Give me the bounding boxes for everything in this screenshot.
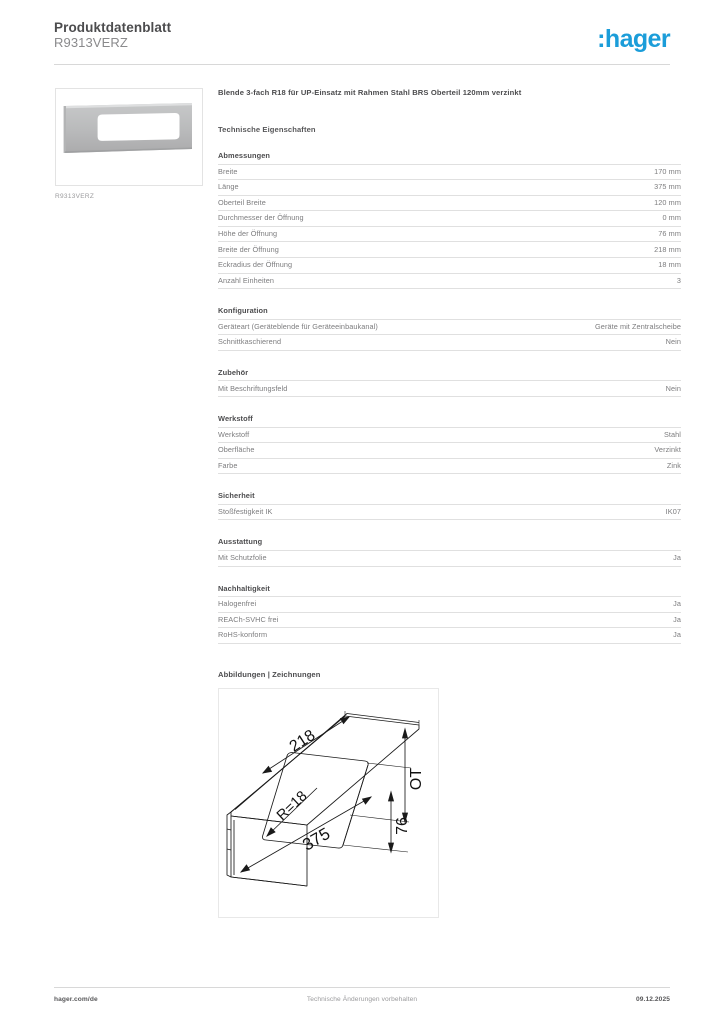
spec-label: Anzahl Einheiten bbox=[218, 275, 275, 285]
section-title: Sicherheit bbox=[218, 491, 255, 501]
table-row bbox=[218, 628, 681, 644]
spec-label: Eckradius der Öffnung bbox=[218, 260, 293, 270]
spec-label: Länge bbox=[218, 182, 239, 192]
spec-value: 170 mm bbox=[654, 166, 681, 176]
spec-label: Breite bbox=[218, 166, 238, 176]
section-title: Abmessungen bbox=[218, 151, 271, 160]
hager-logo bbox=[597, 26, 670, 52]
spec-section bbox=[218, 537, 681, 566]
spec-value: Nein bbox=[665, 383, 681, 393]
section-title: Ausstattung bbox=[218, 537, 263, 547]
spec-section bbox=[218, 491, 681, 520]
product-reference: R9313VERZ bbox=[54, 35, 128, 50]
spec-value: 76 mm bbox=[658, 228, 681, 238]
spec-value: 375 mm bbox=[654, 182, 681, 192]
section-title: Konfiguration bbox=[218, 306, 268, 316]
spec-section bbox=[218, 414, 681, 474]
spec-label: Stoßfestigkeit IK bbox=[218, 506, 273, 516]
spec-value: Geräte mit Zentralscheibe bbox=[595, 321, 681, 331]
spec-label: Farbe bbox=[218, 460, 238, 470]
footer-website-link[interactable]: hager.com/de bbox=[54, 996, 98, 1003]
section-title: Zubehör bbox=[218, 367, 249, 377]
spec-label: Halogenfrei bbox=[218, 599, 257, 609]
table-row bbox=[218, 381, 681, 397]
spec-table bbox=[218, 504, 681, 521]
spec-value: Ja bbox=[673, 553, 681, 562]
product-figure bbox=[55, 88, 203, 200]
product-plate-image bbox=[63, 102, 194, 156]
table-row bbox=[218, 597, 681, 613]
spec-table bbox=[218, 319, 681, 351]
spec-label: Höhe der Öffnung bbox=[218, 228, 278, 238]
spec-value: Nein bbox=[665, 337, 681, 347]
spec-value: 0 mm bbox=[662, 213, 681, 223]
table-row bbox=[218, 427, 681, 443]
table-row bbox=[218, 242, 681, 258]
dimension-opening-height: 76 bbox=[394, 816, 411, 835]
table-row bbox=[218, 211, 681, 227]
product-description: Blende 3-fach R18 für UP-Einsatz mit Rahmen Stahl BRS Oberteil 120mm verzinkt bbox=[218, 88, 522, 97]
table-row bbox=[218, 319, 681, 335]
table-row bbox=[218, 164, 681, 180]
spec-value: Ja bbox=[673, 630, 681, 640]
dimension-opening-width: 218 bbox=[286, 726, 319, 756]
spec-label: REACh-SVHC frei bbox=[218, 614, 279, 624]
spec-value: 18 mm bbox=[658, 260, 681, 270]
spec-table bbox=[218, 380, 681, 397]
spec-value: Verzinkt bbox=[654, 445, 681, 455]
spec-table bbox=[218, 164, 681, 290]
product-image-frame bbox=[55, 88, 203, 186]
table-row bbox=[218, 612, 681, 628]
dimension-top-part: OT bbox=[408, 767, 425, 790]
logo-text: hager bbox=[604, 25, 670, 53]
spec-value: IK07 bbox=[665, 506, 681, 516]
spec-label: Geräteart (Geräteblende für Geräteeinbaukanal) bbox=[218, 321, 378, 331]
page-title: Produktdatenblatt bbox=[54, 20, 172, 35]
section-title: Werkstoff bbox=[218, 414, 253, 424]
table-row bbox=[218, 226, 681, 242]
spec-label: Durchmesser der Öffnung bbox=[218, 213, 304, 223]
table-row bbox=[218, 458, 681, 474]
page-footer bbox=[54, 996, 670, 1010]
spec-label: Mit Schutzfolie bbox=[218, 553, 267, 562]
spec-sections bbox=[218, 151, 681, 644]
header-divider bbox=[54, 64, 670, 65]
spec-section bbox=[218, 151, 681, 289]
footer-disclaimer: Technische Änderungen vorbehalten bbox=[306, 996, 418, 1003]
table-row bbox=[218, 443, 681, 459]
logo-colon-icon: : bbox=[597, 25, 605, 53]
spec-table bbox=[218, 550, 681, 567]
spec-value: Zink bbox=[666, 460, 681, 470]
spec-table bbox=[218, 427, 681, 475]
spec-label: Oberteil Breite bbox=[218, 197, 266, 207]
table-row bbox=[218, 550, 681, 566]
drawings-heading: Abbildungen | Zeichnungen bbox=[218, 669, 321, 679]
table-row bbox=[218, 180, 681, 196]
table-row bbox=[218, 504, 681, 520]
spec-label: Mit Beschriftungsfeld bbox=[218, 383, 288, 393]
page-header bbox=[54, 20, 670, 66]
spec-section bbox=[218, 306, 681, 351]
main-content bbox=[218, 88, 681, 918]
footer-divider bbox=[54, 987, 670, 988]
technical-drawing-box bbox=[218, 688, 439, 918]
section-title: Nachhaltigkeit bbox=[218, 583, 270, 593]
table-row bbox=[218, 258, 681, 274]
footer-date: 09.12.2025 bbox=[635, 996, 670, 1003]
spec-section bbox=[218, 584, 681, 644]
spec-value: Ja bbox=[673, 614, 681, 624]
product-image-caption: R9313VERZ bbox=[55, 193, 95, 200]
spec-value: 218 mm bbox=[654, 244, 681, 254]
table-row bbox=[218, 273, 681, 289]
spec-label: Schnittkaschierend bbox=[218, 337, 282, 347]
spec-section bbox=[218, 368, 681, 397]
table-row bbox=[218, 335, 681, 351]
spec-value: 3 bbox=[676, 275, 681, 285]
spec-label: Breite der Öffnung bbox=[218, 244, 279, 254]
technical-drawing-svg bbox=[219, 689, 438, 917]
spec-label: Werkstoff bbox=[218, 429, 250, 439]
spec-value: Stahl bbox=[663, 429, 681, 439]
spec-label: Oberfläche bbox=[218, 445, 255, 455]
spec-table bbox=[218, 596, 681, 644]
spec-label: RoHS-konform bbox=[218, 630, 268, 640]
technical-properties-heading: Technische Eigenschaften bbox=[218, 125, 316, 134]
dimension-total-length: 375 bbox=[299, 823, 334, 855]
spec-value: 120 mm bbox=[654, 197, 681, 207]
spec-value: Ja bbox=[673, 599, 681, 609]
table-row bbox=[218, 195, 681, 211]
dimension-corner-radius: R=18 bbox=[273, 788, 311, 824]
